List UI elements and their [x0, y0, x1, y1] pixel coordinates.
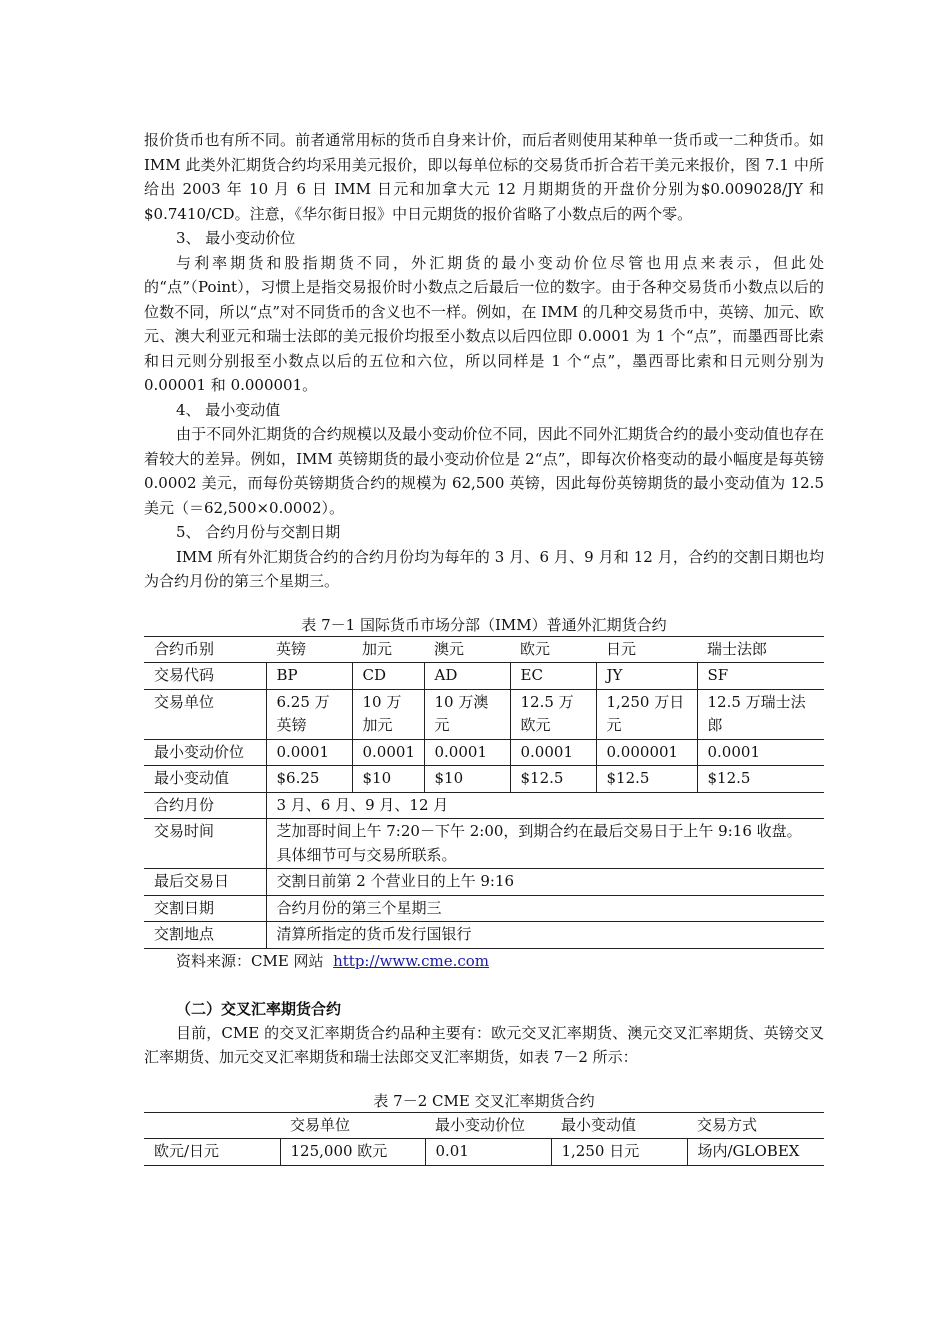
- table-cell: 场内/GLOBEX: [687, 1139, 824, 1166]
- table-cell: $12.5: [596, 766, 697, 793]
- table-row: [144, 663, 824, 690]
- table-cell: BP: [266, 663, 352, 690]
- source-label: 资料来源：CME 网站: [176, 951, 324, 970]
- table-header-row: [144, 1112, 824, 1139]
- table-cell: 加元: [352, 636, 424, 663]
- table-cell: $10: [352, 766, 424, 793]
- table-row: [144, 1139, 824, 1166]
- section-4-body: 由于不同外汇期货的合约规模以及最小变动价位不同，因此不同外汇期货合约的最小变动值也存在着较大的差异。例如，IMM 英镑期货的最小变动价位是 2“点”，即每次价格变动的最小幅度是每英镑 0.0002 美元，而每份英镑期货合约的规模为 62,500 英镑，因此每份英镑期货的最小变动值为 12.5 美元（＝62,500×0.0002）。: [144, 425, 824, 517]
- section-3-body: 与利率期货和股指期货不同，外汇期货的最小变动价位尽管也用点来表示，但此处的“点”（Point），习惯上是指交易报价时小数点之后最后一位的数字。由于各种交易货币小数点以后的位数不同，所以“点”对不同货币的含义也不一样。例如，在 IMM 的几种交易货币中，英镑、加元、欧元、澳大利亚元和瑞士法郎的美元报价均报至小数点以后四位即 0.0001 为 1 个“点”，而墨西哥比索和日元则分别报至小数点以后的五位和六位，所以同样是 1 个“点”，墨西哥比索和日元则分别为 0.00001 和 0.000001。: [144, 253, 824, 394]
- table-cell: 瑞士法郎: [697, 636, 824, 663]
- table-cell: 1,250 日元: [551, 1139, 687, 1166]
- table-row: [144, 766, 824, 793]
- section-5-body: IMM 所有外汇期货合约的合约月份均为每年的 3 月、6 月、9 月和 12 月，合约的交割日期也均为合约月份的第三个星期三。: [144, 547, 824, 590]
- table-cell: 0.01: [425, 1139, 551, 1166]
- table-cell: 交易单位: [280, 1112, 425, 1139]
- table-cell: 0.000001: [596, 739, 697, 766]
- table-cell: 交割日前第 2 个营业日的上午 9:16: [266, 869, 824, 896]
- table-cell: 最小变动价位: [425, 1112, 551, 1139]
- table-cell: 125,000 欧元: [280, 1139, 425, 1166]
- table-cell: $10: [424, 766, 510, 793]
- table-cell: 最小变动价位: [144, 739, 266, 766]
- imm-futures-table: [144, 636, 824, 949]
- table-cell: 交割地点: [144, 922, 266, 949]
- table-cell: 0.0001: [510, 739, 596, 766]
- table-row: [144, 922, 824, 949]
- source-link[interactable]: http://www.cme.com: [333, 951, 490, 970]
- table-cell: 交易代码: [144, 663, 266, 690]
- table-row: [144, 689, 824, 739]
- table-cell: 合约月份: [144, 792, 266, 819]
- table-source-note: [144, 949, 824, 973]
- intro-paragraph: 报价货币也有所不同。前者通常用标的货币自身来计价，而后者则使用某种单一货币或一二种货币。如 IMM 此类外汇期货合约均采用美元报价，即以每单位标的交易货币折合若干美元来报价，图 7.1 中所给出 2003 年 10 月 6 日 IMM 日元和加拿大元 12 月期期货的开盘价分别为$0.009028/JY 和$0.7410/CD。注意，《华尔街日报》中日元期货的报价省略了小数点后的两个零。: [144, 131, 824, 223]
- table-row: [144, 792, 824, 819]
- table-row: [144, 895, 824, 922]
- cross-rate-table: [144, 1112, 824, 1166]
- table-cell: 最小变动值: [551, 1112, 687, 1139]
- table-cell: EC: [510, 663, 596, 690]
- section-4-heading: 4、 最小变动值: [176, 400, 281, 419]
- table-cell: SF: [697, 663, 824, 690]
- cross-rate-heading: （二）交叉汇率期货合约: [176, 999, 342, 1018]
- cross-rate-body: 目前，CME 的交叉汇率期货合约品种主要有：欧元交叉汇率期货、澳元交叉汇率期货、英镑交叉汇率期货、加元交叉汇率期货和瑞士法郎交叉汇率期货，如表 7－2 所示：: [144, 1023, 824, 1066]
- table-header-row: [144, 636, 824, 663]
- table-cell: 欧元/日元: [144, 1139, 280, 1166]
- table-row: [144, 819, 824, 869]
- table-cell: 0.0001: [424, 739, 510, 766]
- table-cell: 澳元: [424, 636, 510, 663]
- table-cell: 交易方式: [687, 1112, 824, 1139]
- table-cell: 10 万加元: [352, 689, 424, 739]
- table-cell: $6.25: [266, 766, 352, 793]
- table-cell: 芝加哥时间上午 7:20－下午 2:00，到期合约在最后交易日于上午 9:16 收盘。具体细节可与交易所联系。: [266, 819, 824, 869]
- table-cell: 10 万澳元: [424, 689, 510, 739]
- table-cell: 0.0001: [352, 739, 424, 766]
- table-cell: 欧元: [510, 636, 596, 663]
- table-cell: 12.5 万欧元: [510, 689, 596, 739]
- table-cell: 12.5 万瑞士法郎: [697, 689, 824, 739]
- table-cell: 英镑: [266, 636, 352, 663]
- table-cell: 3 月、6 月、9 月、12 月: [266, 792, 824, 819]
- table-cell: 交易时间: [144, 819, 266, 869]
- table-cell: $12.5: [697, 766, 824, 793]
- table-cell: 合约币别: [144, 636, 266, 663]
- table-cell: AD: [424, 663, 510, 690]
- table-cell: 0.0001: [697, 739, 824, 766]
- table-1-caption: 表 7－1 国际货币市场分部（IMM）普通外汇期货合约: [301, 615, 667, 634]
- table-cell: 合约月份的第三个星期三: [266, 895, 824, 922]
- table-cell: 最小变动值: [144, 766, 266, 793]
- table-cell: 0.0001: [266, 739, 352, 766]
- table-cell: 日元: [596, 636, 697, 663]
- section-3-heading: 3、 最小变动价位: [176, 229, 296, 247]
- table-cell: JY: [596, 663, 697, 690]
- table-cell: 1,250 万日元: [596, 689, 697, 739]
- table-cell: [144, 1112, 280, 1139]
- table-cell: 清算所指定的货币发行国银行: [266, 922, 824, 949]
- table-2-caption: 表 7－2 CME 交叉汇率期货合约: [373, 1091, 595, 1110]
- table-cell: $12.5: [510, 766, 596, 793]
- table-cell: 6.25 万英镑: [266, 689, 352, 739]
- table-cell: CD: [352, 663, 424, 690]
- table-row: [144, 869, 824, 896]
- table-row: [144, 739, 824, 766]
- table-cell: 交割日期: [144, 895, 266, 922]
- table-cell: 交易单位: [144, 689, 266, 739]
- document-page: [144, 124, 824, 1166]
- section-5-heading: 5、 合约月份与交割日期: [176, 523, 341, 541]
- table-cell: 最后交易日: [144, 869, 266, 896]
